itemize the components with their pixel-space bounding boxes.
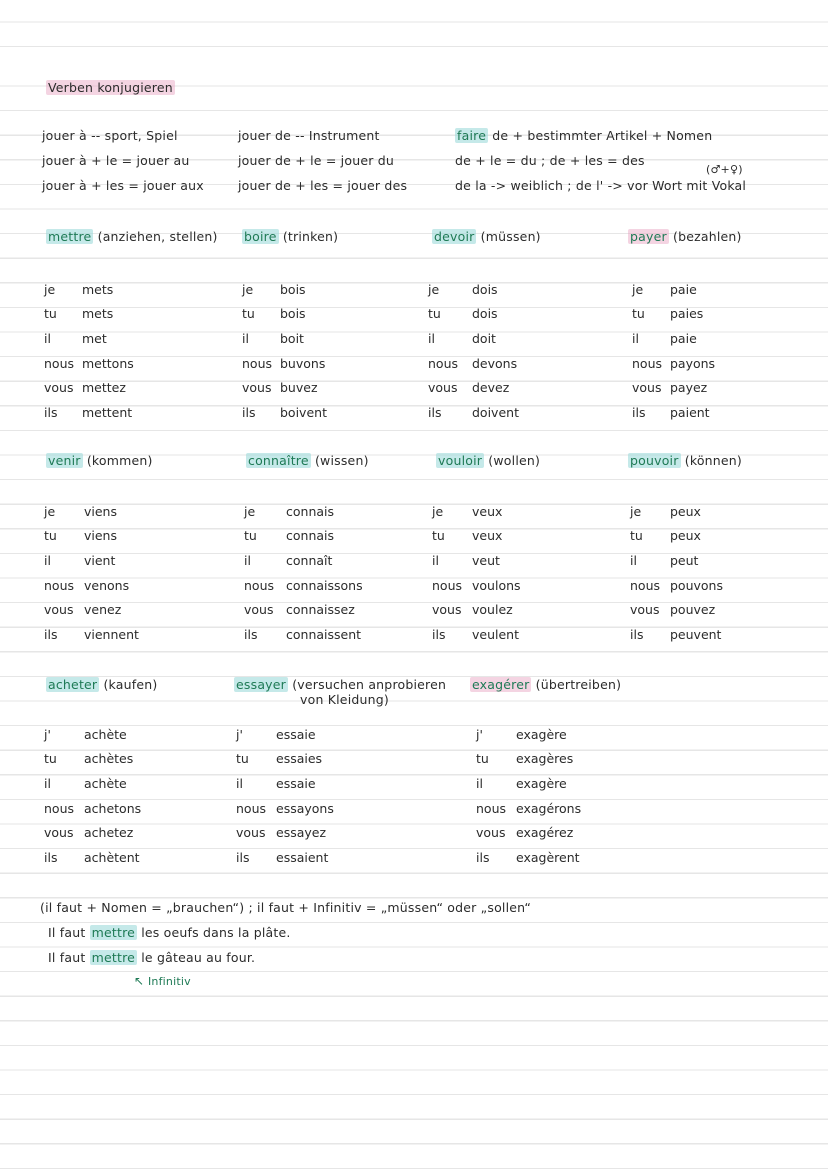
faire-line-1: faire de + bestimmter Artikel + Nomen [457,128,713,143]
verb-head-payer: payer (bezahlen) [630,229,742,244]
conj-row: ils achètent [44,849,140,865]
page-title: Verben konjugieren [48,80,173,95]
conj-row: je peux [630,503,701,519]
conj-row: tu veux [432,528,503,544]
conj-row: j' achète [44,726,127,742]
conj-row: je bois [242,281,306,297]
conj-table-acheter [44,722,141,870]
conj-row: ils connaissent [244,626,362,642]
conj-row: ils paient [632,404,710,420]
conj-row: je connais [244,503,335,519]
conj-row: je viens [44,503,117,519]
conj-row: vous devez [428,380,510,396]
conj-row: nous payons [632,355,716,371]
conj-row: il exagère [476,775,567,791]
conj-table-mettre [44,277,134,425]
conj-table-essayer [236,722,334,870]
conj-row: il connaît [244,552,333,568]
conj-table-vouloir [432,499,521,647]
conj-row: tu connais [244,528,335,544]
conj-row: nous devons [428,355,518,371]
example-verb-1: mettre [91,925,136,940]
verb-head-essayer: essayer (versuchen anprobieren [236,677,447,692]
verb-head-pouvoir: pouvoir (können) [630,453,743,468]
conj-row: nous pouvons [630,577,723,593]
infinitiv-note: ↖ Infinitiv [134,974,191,988]
conj-table-devoir [428,277,519,425]
conj-row: nous essayons [236,800,334,816]
conj-row: vous pouvez [630,602,716,618]
conj-row: je mets [44,281,114,297]
conj-row: ils exagèrent [476,849,580,865]
conj-row: j' exagère [476,726,567,742]
conj-row: ils peuvent [630,626,722,642]
conj-row: nous buvons [242,355,326,371]
conj-table-venir [44,499,139,647]
conj-row: vous achetez [44,825,134,841]
example-verb-2: mettre [91,950,136,965]
faire-heading: faire [457,128,487,143]
conj-row: il achète [44,775,127,791]
conj-row: vous exagérez [476,825,574,841]
falloir-example-2: Il faut mettre le gâteau au four. [48,950,256,965]
conj-row: je veux [432,503,503,519]
conj-row: tu mets [44,306,114,322]
conj-row: il doit [428,330,496,346]
conj-row: ils doivent [428,404,519,420]
conj-table-exagerer [476,722,581,870]
jouer-de-line-2: jouer de + le = jouer du [238,153,394,168]
conj-row: vous connaissez [244,602,355,618]
conj-row: ils essaient [236,849,329,865]
verb-head-acheter: acheter (kaufen) [48,677,158,692]
conj-row: il essaie [236,775,316,791]
conj-row: j' essaie [236,726,316,742]
conj-row: tu peux [630,528,701,544]
conj-row: vous buvez [242,380,318,396]
conj-row: nous mettons [44,355,134,371]
conj-row: tu viens [44,528,117,544]
conj-row: vous mettez [44,380,126,396]
jouer-a-line-3: jouer à + les = jouer aux [42,178,204,193]
conj-row: nous voulons [432,577,521,593]
faire-line-2: de + le = du ; de + les = des [455,153,645,168]
jouer-a-line-2: jouer à + le = jouer au [42,153,190,168]
conj-row: nous venons [44,577,130,593]
conj-row: ils veulent [432,626,519,642]
conj-row: il vient [44,552,116,568]
verb-gloss-essayer-2: von Kleidung) [300,692,389,707]
verb-head-devoir: devoir (müssen) [434,229,541,244]
conj-row: vous voulez [432,602,513,618]
conj-row: ils mettent [44,404,133,420]
conj-row: vous payez [632,380,708,396]
falloir-example-1: Il faut mettre les oeufs dans la plâte. [48,925,291,940]
conj-row: tu achètes [44,751,134,767]
conj-row: ils boivent [242,404,327,420]
conj-row: il peut [630,552,699,568]
verb-head-mettre: mettre (anziehen, stellen) [48,229,218,244]
conj-row: il boit [242,330,304,346]
jouer-de-line-3: jouer de + les = jouer des [238,178,408,193]
conj-row: tu paies [632,306,704,322]
conj-table-boire [242,277,327,425]
conj-row: il paie [632,330,697,346]
jouer-a-line-1: jouer à -- sport, Spiel [42,128,178,143]
verb-head-exagerer: exagérer (übertreiben) [472,677,622,692]
conj-row: tu essaies [236,751,323,767]
conj-row: nous achetons [44,800,142,816]
conj-row: ils viennent [44,626,139,642]
conj-table-pouvoir [630,499,723,647]
verb-head-connaitre: connaître (wissen) [248,453,369,468]
verb-head-boire: boire (trinken) [244,229,339,244]
conj-row: tu bois [242,306,306,322]
conj-row: je paie [632,281,697,297]
conj-row: nous exagérons [476,800,582,816]
arrow-icon: ↖ [134,974,145,988]
conj-table-connaitre [244,499,363,647]
conj-row: il veut [432,552,500,568]
faire-line-3: de la -> weiblich ; de l' -> vor Wort mit Vokal [455,178,747,193]
conj-row: vous venez [44,602,122,618]
verb-head-venir: venir (kommen) [48,453,153,468]
conj-table-payer [632,277,715,425]
conj-row: il met [44,330,107,346]
conj-row: tu dois [428,306,498,322]
conj-row: nous connaissons [244,577,363,593]
conj-row: je dois [428,281,498,297]
falloir-rule: (il faut + Nomen = „brauchen“) ; il faut + Infinitiv = „müssen“ oder „sollen“ [40,900,532,915]
jouer-de-line-1: jouer de -- Instrument [238,128,380,143]
verb-head-vouloir: vouloir (wollen) [438,453,541,468]
conj-row: vous essayez [236,825,327,841]
conj-row: tu exagères [476,751,574,767]
gender-note: (♂+♀) [706,163,743,176]
